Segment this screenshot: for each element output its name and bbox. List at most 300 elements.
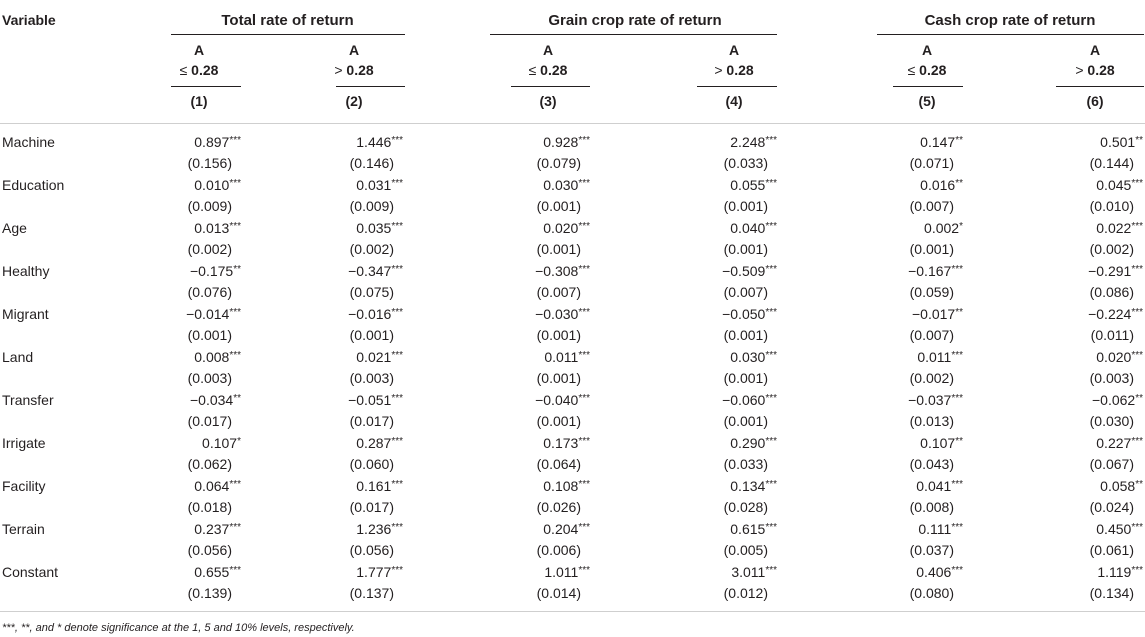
significance-stars: *** bbox=[951, 393, 963, 404]
coefficient-value: 0.237 bbox=[194, 521, 230, 537]
coefficient bbox=[543, 177, 590, 193]
significance-stars: *** bbox=[229, 221, 241, 232]
coefficient bbox=[356, 521, 403, 537]
table-note: ***, **, and * denote significance at the 1, 5 and 10% levels, respectively. bbox=[2, 622, 355, 634]
subheader-value: 0.28 bbox=[726, 62, 754, 78]
coefficient-value: −0.040 bbox=[535, 392, 579, 408]
coefficient bbox=[543, 478, 590, 494]
coefficient bbox=[356, 435, 403, 451]
standard-error: (0.001) bbox=[536, 370, 581, 386]
standard-error: (0.060) bbox=[349, 456, 394, 472]
coefficient-value: 0.615 bbox=[730, 521, 766, 537]
coefficient bbox=[1097, 564, 1143, 580]
standard-error: (0.086) bbox=[1089, 284, 1134, 300]
standard-error: (0.002) bbox=[349, 241, 394, 257]
standard-error: (0.067) bbox=[1089, 456, 1134, 472]
significance-stars: ** bbox=[233, 393, 241, 404]
significance-stars: *** bbox=[391, 221, 403, 232]
subheader-threshold bbox=[498, 40, 598, 80]
coefficient bbox=[730, 220, 777, 236]
significance-stars: *** bbox=[578, 565, 590, 576]
standard-error: (0.007) bbox=[536, 284, 581, 300]
significance-stars: ** bbox=[1135, 135, 1143, 146]
subheader-condition bbox=[498, 60, 598, 80]
standard-error: (0.017) bbox=[349, 499, 394, 515]
table-row bbox=[0, 129, 1145, 172]
coefficient bbox=[356, 220, 403, 236]
standard-error: (0.011) bbox=[1090, 327, 1134, 343]
significance-stars: *** bbox=[229, 135, 241, 146]
significance-stars: *** bbox=[1131, 436, 1143, 447]
standard-error: (0.071) bbox=[909, 155, 954, 171]
coefficient-value: −0.060 bbox=[722, 392, 766, 408]
coefficient bbox=[1100, 478, 1143, 494]
coefficient-value: 0.013 bbox=[194, 220, 230, 236]
subheader-underline bbox=[1056, 86, 1144, 87]
standard-error: (0.001) bbox=[723, 413, 768, 429]
standard-error: (0.061) bbox=[1089, 542, 1134, 558]
significance-stars: *** bbox=[1131, 522, 1143, 533]
standard-error: (0.001) bbox=[536, 241, 581, 257]
coefficient-value: −0.034 bbox=[189, 392, 234, 408]
variable-name: Education bbox=[2, 177, 65, 193]
coefficient-value: −0.291 bbox=[1088, 263, 1132, 279]
coefficient bbox=[356, 564, 403, 580]
coefficient-value: 0.058 bbox=[1100, 478, 1136, 494]
standard-error: (0.144) bbox=[1089, 155, 1134, 171]
standard-error: (0.079) bbox=[536, 155, 581, 171]
coefficient-value: 2.248 bbox=[730, 134, 766, 150]
significance-stars: *** bbox=[1131, 307, 1143, 318]
significance-stars: *** bbox=[951, 350, 963, 361]
standard-error: (0.076) bbox=[187, 284, 232, 300]
coefficient bbox=[348, 392, 403, 408]
coefficient bbox=[730, 435, 777, 451]
variable-name: Facility bbox=[2, 478, 46, 494]
coefficient-value: 0.928 bbox=[543, 134, 579, 150]
coefficient-value: −0.014 bbox=[186, 306, 230, 322]
coefficient-value: 0.450 bbox=[1096, 521, 1132, 537]
standard-error: (0.013) bbox=[909, 413, 954, 429]
column-number: (1) bbox=[190, 93, 208, 109]
subheader-underline bbox=[697, 86, 777, 87]
coefficient-value: 1.777 bbox=[356, 564, 392, 580]
subheader-a: A bbox=[348, 42, 360, 58]
subheader-value: 0.28 bbox=[346, 62, 374, 78]
coefficient bbox=[356, 134, 403, 150]
subheader-value: 0.28 bbox=[191, 62, 219, 78]
significance-stars: *** bbox=[391, 264, 403, 275]
coefficient bbox=[194, 564, 241, 580]
coefficient bbox=[916, 564, 963, 580]
coefficient bbox=[917, 349, 963, 365]
significance-stars: ** bbox=[955, 178, 963, 189]
standard-error: (0.002) bbox=[1089, 241, 1134, 257]
standard-error: (0.002) bbox=[187, 241, 232, 257]
standard-error: (0.001) bbox=[349, 327, 394, 343]
coefficient-value: −0.509 bbox=[722, 263, 766, 279]
coefficient-value: −0.062 bbox=[1091, 392, 1136, 408]
coefficient-value: 0.161 bbox=[356, 478, 392, 494]
group-header-cash: Cash crop rate of return bbox=[924, 12, 1096, 29]
standard-error: (0.003) bbox=[349, 370, 394, 386]
coefficient-value: 0.290 bbox=[730, 435, 766, 451]
subheader-threshold bbox=[684, 40, 784, 80]
column-number: (6) bbox=[1086, 93, 1104, 109]
subheader-threshold bbox=[877, 40, 977, 80]
standard-error: (0.006) bbox=[536, 542, 581, 558]
table-row bbox=[0, 301, 1145, 344]
table-row bbox=[0, 172, 1145, 215]
significance-stars: *** bbox=[578, 436, 590, 447]
standard-error: (0.026) bbox=[536, 499, 581, 515]
variable-name: Transfer bbox=[2, 392, 54, 408]
significance-stars: *** bbox=[391, 393, 403, 404]
standard-error: (0.003) bbox=[1089, 370, 1134, 386]
standard-error: (0.001) bbox=[536, 327, 581, 343]
coefficient-value: 0.227 bbox=[1096, 435, 1132, 451]
coefficient bbox=[348, 306, 403, 322]
coefficient bbox=[356, 177, 403, 193]
standard-error: (0.009) bbox=[187, 198, 232, 214]
subheader-value: 0.28 bbox=[1087, 62, 1115, 78]
coefficient bbox=[543, 134, 590, 150]
significance-stars: *** bbox=[1131, 264, 1143, 275]
coefficient bbox=[186, 306, 241, 322]
coefficient bbox=[920, 435, 963, 451]
coefficient-value: 0.031 bbox=[356, 177, 392, 193]
variable-name: Terrain bbox=[2, 521, 45, 537]
coefficient-value: −0.347 bbox=[348, 263, 392, 279]
standard-error: (0.064) bbox=[536, 456, 581, 472]
coefficient-value: 1.119 bbox=[1097, 564, 1132, 580]
table-row bbox=[0, 516, 1145, 559]
standard-error: (0.043) bbox=[909, 456, 954, 472]
coefficient bbox=[722, 263, 777, 279]
coefficient bbox=[1096, 349, 1143, 365]
standard-error: (0.056) bbox=[349, 542, 394, 558]
table-row bbox=[0, 387, 1145, 430]
coefficient-value: 0.107 bbox=[920, 435, 956, 451]
coefficient-value: 0.147 bbox=[920, 134, 956, 150]
coefficient-value: 0.173 bbox=[543, 435, 579, 451]
coefficient-value: −0.030 bbox=[535, 306, 579, 322]
significance-stars: *** bbox=[951, 479, 963, 490]
subheader-condition bbox=[684, 60, 784, 80]
subheader-operator: > bbox=[334, 62, 343, 78]
significance-stars: *** bbox=[1131, 565, 1143, 576]
subheader-a: A bbox=[1089, 42, 1101, 58]
significance-stars: *** bbox=[578, 264, 590, 275]
standard-error: (0.012) bbox=[723, 585, 768, 601]
subheader-threshold bbox=[304, 40, 404, 80]
significance-stars: *** bbox=[391, 178, 403, 189]
coefficient bbox=[543, 521, 590, 537]
coefficient-value: 0.406 bbox=[916, 564, 952, 580]
coefficient-value: 0.041 bbox=[916, 478, 952, 494]
subheader-operator: ≤ bbox=[528, 62, 537, 78]
coefficient bbox=[194, 349, 241, 365]
significance-stars: *** bbox=[765, 436, 777, 447]
coefficient bbox=[730, 521, 777, 537]
significance-stars: *** bbox=[578, 135, 590, 146]
significance-stars: * bbox=[959, 221, 963, 232]
table-row bbox=[0, 258, 1145, 301]
coefficient bbox=[535, 263, 590, 279]
group-header-total: Total rate of return bbox=[221, 12, 354, 29]
coefficient bbox=[356, 349, 403, 365]
significance-stars: *** bbox=[391, 479, 403, 490]
subheader-condition bbox=[149, 60, 249, 80]
subheader-underline bbox=[511, 86, 590, 87]
column-number: (4) bbox=[725, 93, 743, 109]
subheader-a: A bbox=[542, 42, 554, 58]
subheader-threshold bbox=[149, 40, 249, 80]
coefficient-value: 0.030 bbox=[543, 177, 579, 193]
significance-stars: *** bbox=[229, 307, 241, 318]
significance-stars: *** bbox=[578, 178, 590, 189]
coefficient-value: 0.022 bbox=[1096, 220, 1132, 236]
coefficient bbox=[535, 306, 590, 322]
coefficient-value: 0.501 bbox=[1100, 134, 1136, 150]
coefficient-value: 0.030 bbox=[730, 349, 766, 365]
standard-error: (0.001) bbox=[187, 327, 232, 343]
coefficient-value: 0.021 bbox=[356, 349, 392, 365]
standard-error: (0.002) bbox=[909, 370, 954, 386]
significance-stars: *** bbox=[765, 178, 777, 189]
subheader-condition bbox=[877, 60, 977, 80]
column-number: (5) bbox=[918, 93, 936, 109]
significance-stars: *** bbox=[765, 135, 777, 146]
significance-stars: *** bbox=[765, 565, 777, 576]
coefficient bbox=[730, 349, 777, 365]
significance-stars: *** bbox=[1131, 221, 1143, 232]
coefficient-value: 0.016 bbox=[920, 177, 956, 193]
coefficient bbox=[348, 263, 403, 279]
coefficient bbox=[1092, 392, 1143, 408]
significance-stars: *** bbox=[391, 307, 403, 318]
coefficient bbox=[544, 564, 590, 580]
significance-stars: *** bbox=[391, 522, 403, 533]
variable-name: Constant bbox=[2, 564, 59, 580]
coefficient bbox=[544, 349, 590, 365]
coefficient-value: −0.224 bbox=[1088, 306, 1132, 322]
standard-error: (0.001) bbox=[723, 370, 768, 386]
header-rule bbox=[0, 123, 1145, 124]
coefficient bbox=[194, 478, 241, 494]
significance-stars: *** bbox=[391, 350, 403, 361]
coefficient bbox=[1088, 263, 1143, 279]
significance-stars: *** bbox=[765, 307, 777, 318]
coefficient bbox=[194, 177, 241, 193]
significance-stars: ** bbox=[233, 264, 241, 275]
coefficient bbox=[730, 177, 777, 193]
group-underline bbox=[171, 34, 405, 35]
coefficient-value: −0.051 bbox=[348, 392, 392, 408]
significance-stars: *** bbox=[229, 479, 241, 490]
standard-error: (0.008) bbox=[909, 499, 954, 515]
coefficient-value: 3.011 bbox=[731, 564, 766, 580]
standard-error: (0.080) bbox=[909, 585, 954, 601]
coefficient-value: 1.011 bbox=[544, 564, 579, 580]
significance-stars: ** bbox=[1135, 479, 1143, 490]
coefficient-value: −0.175 bbox=[189, 263, 234, 279]
standard-error: (0.007) bbox=[909, 198, 954, 214]
coefficient bbox=[1096, 435, 1143, 451]
standard-error: (0.028) bbox=[723, 499, 768, 515]
significance-stars: *** bbox=[951, 522, 963, 533]
significance-stars: *** bbox=[951, 565, 963, 576]
variable-name: Irrigate bbox=[2, 435, 46, 451]
standard-error: (0.059) bbox=[909, 284, 954, 300]
standard-error: (0.137) bbox=[349, 585, 394, 601]
significance-stars: *** bbox=[578, 307, 590, 318]
coefficient bbox=[194, 134, 241, 150]
significance-stars: *** bbox=[1131, 178, 1143, 189]
coefficient-value: 0.002 bbox=[924, 220, 960, 236]
coefficient-value: 0.035 bbox=[356, 220, 392, 236]
coefficient-value: 0.020 bbox=[1096, 349, 1132, 365]
bottom-rule bbox=[0, 611, 1145, 612]
significance-stars: * bbox=[237, 436, 241, 447]
coefficient bbox=[190, 263, 241, 279]
subheader-value: 0.28 bbox=[919, 62, 947, 78]
coefficient-value: 0.008 bbox=[194, 349, 230, 365]
significance-stars: *** bbox=[578, 221, 590, 232]
standard-error: (0.062) bbox=[187, 456, 232, 472]
coefficient-value: 0.204 bbox=[543, 521, 579, 537]
significance-stars: *** bbox=[578, 393, 590, 404]
coefficient-value: 0.064 bbox=[194, 478, 230, 494]
subheader-condition bbox=[304, 60, 404, 80]
coefficient bbox=[543, 220, 590, 236]
coefficient-value: 0.108 bbox=[543, 478, 579, 494]
subheader-value: 0.28 bbox=[540, 62, 568, 78]
coefficient bbox=[924, 220, 963, 236]
significance-stars: *** bbox=[391, 565, 403, 576]
significance-stars: ** bbox=[955, 436, 963, 447]
coefficient bbox=[908, 392, 963, 408]
standard-error: (0.001) bbox=[536, 198, 581, 214]
significance-stars: *** bbox=[765, 479, 777, 490]
coefficient bbox=[920, 177, 963, 193]
coefficient bbox=[1096, 521, 1143, 537]
variable-name: Age bbox=[2, 220, 27, 236]
coefficient bbox=[543, 435, 590, 451]
significance-stars: *** bbox=[229, 350, 241, 361]
standard-error: (0.037) bbox=[909, 542, 954, 558]
significance-stars: *** bbox=[951, 264, 963, 275]
significance-stars: *** bbox=[578, 522, 590, 533]
coefficient bbox=[190, 392, 241, 408]
significance-stars: *** bbox=[229, 522, 241, 533]
coefficient-value: −0.016 bbox=[348, 306, 392, 322]
coefficient-value: 0.897 bbox=[194, 134, 230, 150]
coefficient bbox=[202, 435, 241, 451]
standard-error: (0.001) bbox=[909, 241, 954, 257]
table-row bbox=[0, 473, 1145, 516]
group-underline bbox=[877, 34, 1144, 35]
standard-error: (0.010) bbox=[1089, 198, 1134, 214]
variable-header: Variable bbox=[2, 12, 56, 28]
significance-stars: *** bbox=[229, 565, 241, 576]
subheader-operator: ≤ bbox=[179, 62, 188, 78]
subheader-a: A bbox=[193, 42, 205, 58]
subheader-operator: > bbox=[714, 62, 723, 78]
coefficient-value: 0.010 bbox=[194, 177, 230, 193]
significance-stars: ** bbox=[955, 307, 963, 318]
coefficient bbox=[731, 564, 777, 580]
coefficient-value: 0.055 bbox=[730, 177, 766, 193]
coefficient bbox=[1100, 134, 1143, 150]
coefficient bbox=[730, 478, 777, 494]
coefficient bbox=[730, 134, 777, 150]
standard-error: (0.017) bbox=[187, 413, 232, 429]
subheader-underline bbox=[893, 86, 963, 87]
coefficient bbox=[912, 306, 963, 322]
coefficient-value: 0.040 bbox=[730, 220, 766, 236]
standard-error: (0.001) bbox=[723, 241, 768, 257]
significance-stars: ** bbox=[955, 135, 963, 146]
significance-stars: *** bbox=[1131, 350, 1143, 361]
table-row bbox=[0, 344, 1145, 387]
standard-error: (0.139) bbox=[187, 585, 232, 601]
standard-error: (0.007) bbox=[909, 327, 954, 343]
table-row bbox=[0, 559, 1145, 602]
significance-stars: *** bbox=[765, 221, 777, 232]
significance-stars: *** bbox=[229, 178, 241, 189]
coefficient bbox=[356, 478, 403, 494]
standard-error: (0.014) bbox=[536, 585, 581, 601]
coefficient bbox=[722, 306, 777, 322]
standard-error: (0.001) bbox=[536, 413, 581, 429]
coefficient-value: −0.050 bbox=[722, 306, 766, 322]
standard-error: (0.056) bbox=[187, 542, 232, 558]
significance-stars: ** bbox=[1135, 393, 1143, 404]
significance-stars: *** bbox=[578, 350, 590, 361]
coefficient-value: 0.107 bbox=[202, 435, 238, 451]
significance-stars: *** bbox=[765, 393, 777, 404]
standard-error: (0.018) bbox=[187, 499, 232, 515]
standard-error: (0.017) bbox=[349, 413, 394, 429]
significance-stars: *** bbox=[578, 479, 590, 490]
variable-name: Machine bbox=[2, 134, 55, 150]
significance-stars: *** bbox=[765, 350, 777, 361]
coefficient-value: 0.045 bbox=[1096, 177, 1132, 193]
coefficient-value: 0.134 bbox=[730, 478, 766, 494]
subheader-a: A bbox=[728, 42, 740, 58]
standard-error: (0.075) bbox=[349, 284, 394, 300]
standard-error: (0.007) bbox=[723, 284, 768, 300]
subheader-operator: ≤ bbox=[907, 62, 916, 78]
subheader-threshold bbox=[1045, 40, 1145, 80]
coefficient-value: 0.655 bbox=[194, 564, 230, 580]
standard-error: (0.134) bbox=[1089, 585, 1134, 601]
standard-error: (0.030) bbox=[1089, 413, 1134, 429]
standard-error: (0.146) bbox=[349, 155, 394, 171]
coefficient-value: 0.287 bbox=[356, 435, 392, 451]
variable-name: Migrant bbox=[2, 306, 49, 322]
coefficient bbox=[916, 478, 963, 494]
significance-stars: *** bbox=[391, 135, 403, 146]
subheader-operator: > bbox=[1075, 62, 1084, 78]
standard-error: (0.156) bbox=[187, 155, 232, 171]
subheader-underline bbox=[336, 86, 405, 87]
coefficient bbox=[1096, 220, 1143, 236]
coefficient bbox=[920, 134, 963, 150]
coefficient-value: 0.111 bbox=[918, 521, 952, 537]
variable-name: Healthy bbox=[2, 263, 50, 279]
